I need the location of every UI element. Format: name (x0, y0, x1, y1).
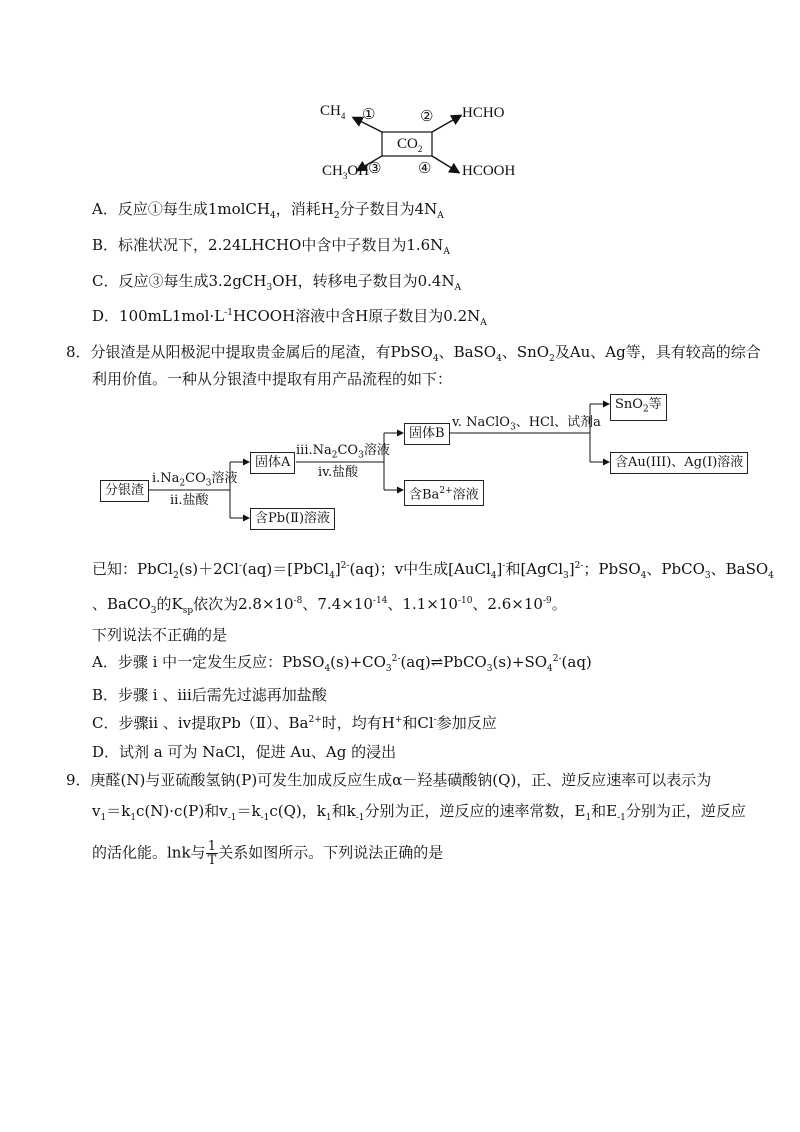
co2-reaction-diagram (300, 96, 530, 196)
ch3oh-label: $CH_3OH$ (322, 163, 370, 181)
reaction-4-marker: ④ (418, 161, 432, 177)
reaction-2-marker: ② (420, 109, 434, 125)
q8-option-a: A．步骤 i 中一定发生反应：$PbSO_4(s)+CO_3^{2-}(aq)\rightleftharpoons PbCO_3(s)+SO_4^{2-}(aq)$ (92, 653, 592, 674)
flow-solid-b-box: 固体B (404, 423, 450, 445)
flow-solid-a-box: 固体A (250, 452, 295, 474)
q8-option-b: B．步骤 i 、iii后需先过滤再加盐酸 (92, 686, 327, 704)
flow-sno2-box: SnO$_2$等 (610, 394, 667, 421)
flow-step3: v. NaClO$_3$、HCl、试剂a (452, 415, 601, 433)
q8-option-d: D．试剂 a 可为 NaCl，促进 Au、Ag 的浸出 (92, 743, 397, 761)
q7-option-b: B．标准状况下，2.24LHCHO中含中子数目为$1.6N_A$ (92, 236, 450, 257)
hcooh-label: HCOOH (462, 163, 516, 179)
q9-stem-line3: 的活化能。lnk与 $\frac{1}{T}$ 关系如图所示。下列说法正确的是 (92, 839, 444, 868)
ch4-label: $CH_4$ (320, 103, 346, 121)
q9-stem-line2: $v_1=k_1c(N)\cdot c(P)$和$v_{-1}=k_{-1}c(Q)$，$k_1$和$k_{-1}$分别为正，逆反应的速率常数，$E_1$和$E_{-1}$分别为正，逆反应 (92, 802, 746, 823)
flow-step2-bottom: iv.盐酸 (318, 465, 359, 480)
flow-start-box: 分银渣 (100, 480, 149, 502)
flow-ba-box: 含$Ba^{2+}$溶液 (404, 480, 484, 506)
q8-known-line2: 、BaCO$_3$的$K_{sp}$依次为$2.8\times 10^{-8}$、$7.4\times 10^{-14}$、$1.1\times 10^{-10}$、$2.6\times 10^{-9}$。 (92, 595, 567, 616)
flow-step1-bottom: ii.盐酸 (170, 493, 209, 508)
hcho-label: HCHO (462, 105, 505, 121)
reaction-1-marker: ① (362, 107, 376, 123)
q8-known-line1: 已知：PbCl$_2$(s)＋2Cl-(aq)＝[PbCl$_4$]$^{2-}$(aq)；v中生成[AuCl$_4$]-和[AgCl$_3$]$^{2-}$；PbSO$_4$、PbCO$_3$、BaSO$_4$ (92, 560, 774, 581)
q7-option-c: C．反应③每生成3.2gCH$_3$OH，转移电子数目为$0.4N_A$ (92, 272, 462, 293)
q8-stem-line1: 8．分银渣是从阳极泥中提取贵金属后的尾渣，有PbSO$_4$、BaSO$_4$、SnO$_2$及Au、Ag等，具有较高的综合 (66, 343, 761, 364)
q8-stem-line2: 利用价值。一种从分银渣中提取有用产品流程的如下： (92, 370, 453, 388)
flow-step2-top: $iii.Na_2CO_3$溶液 (296, 443, 390, 461)
q9-stem-line1: 9．庚醛(N)与亚硫酸氢钠(P)可发生加成反应生成α－羟基磺酸钠(Q)，正、逆反应速率可以表示为 (66, 771, 712, 789)
arrow-to-hcooh (432, 156, 458, 172)
q7-option-d: D．$100mL1mol\cdot L^{-1}HCOOH$溶液中含H原子数目为$0.2N_A$ (92, 307, 487, 328)
co2-label: $CO_2$ (397, 136, 423, 154)
flow-auag-box: 含Au(III)、Ag(I)溶液 (610, 452, 748, 474)
q7-option-a: A．反应①每生成1molCH$_4$，消耗$H_2$分子数目为$4N_A$ (92, 200, 444, 221)
q8-flowchart (100, 390, 750, 540)
flow-step1-top: $i.Na_2CO_3$溶液 (152, 471, 238, 489)
q8-ask: 下列说法不正确的是 (92, 626, 228, 644)
q8-option-c: C．步骤ii 、iv提取Pb（Ⅱ）、$Ba^{2+}$时，均有H+和Cl-参加反应 (92, 714, 497, 732)
flow-pb-box: 含Pb(Ⅱ)溶液 (250, 508, 335, 530)
arrow-to-hcho (432, 116, 460, 132)
reaction-3-marker: ③ (368, 161, 382, 177)
